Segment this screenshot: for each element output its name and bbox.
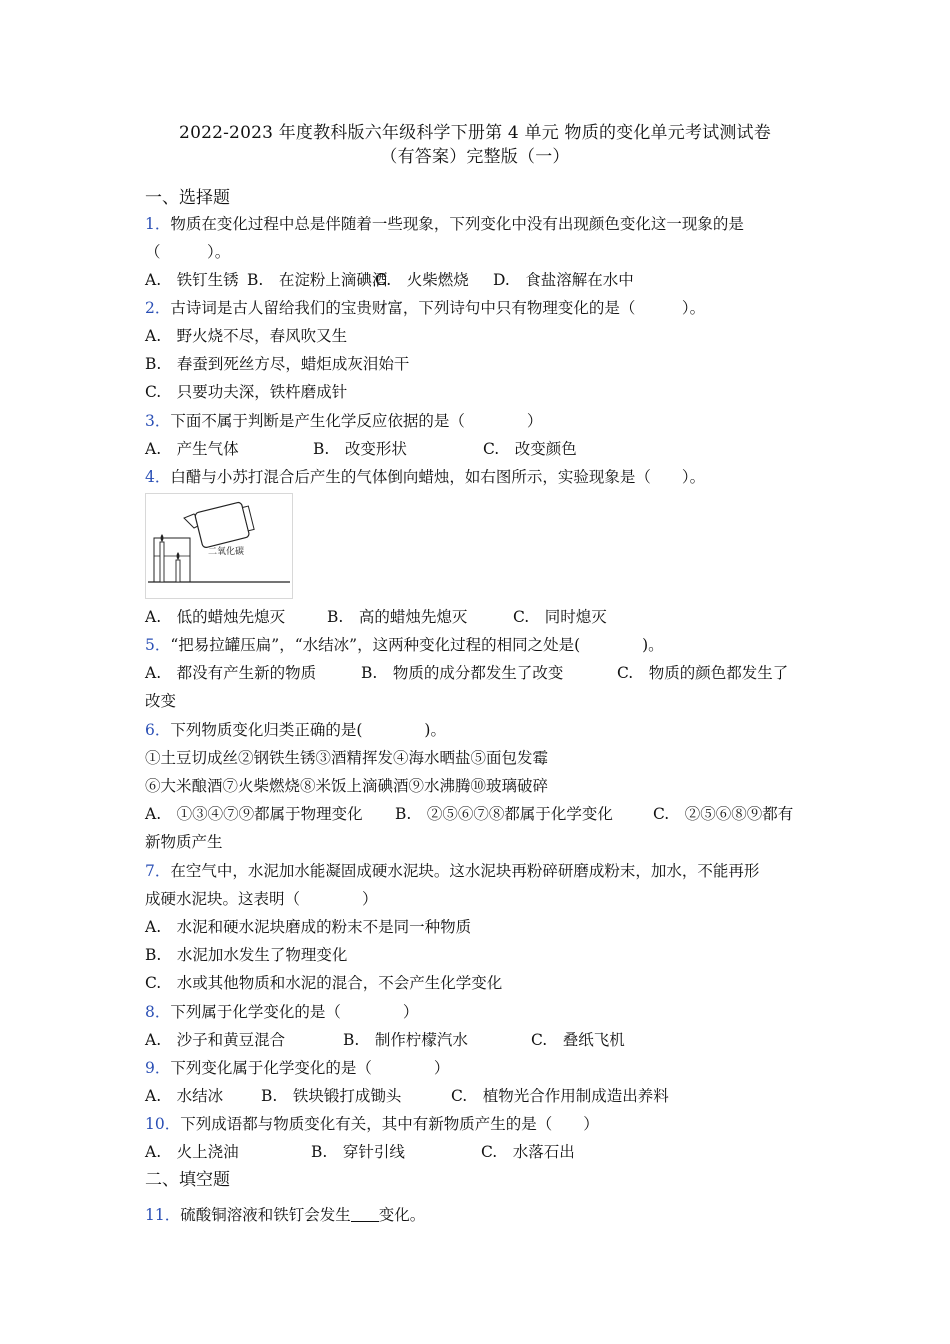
question-1	[145, 214, 744, 234]
question-text: 在空气中，水泥加水能凝固成硬水泥块。这水泥块再粉碎研磨成粉末，加水，不能再形	[170, 862, 760, 880]
option-c: C. 植物光合作用制成造出养料	[451, 1087, 669, 1105]
question-text: 下列物质变化归类正确的是( )。	[170, 721, 446, 739]
question-text: 下列属于化学变化的是（ ）	[170, 1003, 419, 1021]
option-b: B. 制作柠檬汽水	[343, 1031, 468, 1049]
question-8	[145, 1002, 418, 1022]
question-number: 6．	[145, 721, 171, 739]
question-11	[145, 1205, 425, 1225]
option-c: C. 改变颜色	[483, 440, 577, 458]
question-6	[145, 720, 446, 740]
option-b: B. 高的蜡烛先熄灭	[327, 608, 468, 626]
option-a: A. 水结冰	[145, 1087, 224, 1105]
question-number: 4．	[145, 468, 171, 486]
option-a: A. 产生气体	[145, 440, 239, 458]
option-c: C. 物质的颜色都发生了	[617, 664, 789, 682]
option-a: A. 都没有产生新的物质	[145, 664, 317, 682]
question-6-items-1: ①土豆切成丝②钢铁生锈③酒精挥发④海水晒盐⑤面包发霉	[145, 749, 549, 767]
question-number: 10．	[145, 1115, 181, 1133]
question-4	[145, 467, 705, 487]
question-number: 1．	[145, 215, 171, 233]
option-a: A. 低的蜡烛先熄灭	[145, 608, 286, 626]
question-number: 2．	[145, 299, 171, 317]
option-c: C. 水或其他物质和水泥的混合，不会产生化学变化	[145, 974, 503, 992]
question-10	[145, 1114, 599, 1134]
experiment-figure	[145, 493, 293, 599]
option-b: B. 穿针引线	[311, 1143, 405, 1161]
option-b: B. 春蚕到死丝方尽，蜡炬成灰泪始干	[145, 355, 410, 373]
question-number: 11．	[145, 1206, 181, 1224]
question-text-b: 变化。	[378, 1206, 426, 1224]
question-text: 下面不属于判断是产生化学反应依据的是（ ）	[170, 412, 543, 430]
option-c: C. 只要功夫深，铁杵磨成针	[145, 383, 348, 401]
option-b: B. ②⑤⑥⑦⑧都属于化学变化	[395, 805, 613, 823]
option-d: D. 食盐溶解在水中	[493, 271, 634, 289]
section-choice-heading: 一、选择题	[145, 188, 230, 208]
question-7	[145, 861, 759, 881]
question-6-cont: 新物质产生	[145, 833, 223, 851]
option-b: B. 水泥加水发生了物理变化	[145, 946, 348, 964]
option-a: A. 沙子和黄豆混合	[145, 1031, 286, 1049]
candle-co2-diagram	[146, 494, 292, 598]
option-c: C. 同时熄灭	[513, 608, 607, 626]
title-line-2: （有答案）完整版（一）	[380, 147, 570, 167]
option-c: C. ②⑤⑥⑧⑨都有	[653, 805, 794, 823]
question-number: 3．	[145, 412, 171, 430]
question-2	[145, 298, 705, 318]
option-b: B. 铁块锻打成锄头	[261, 1087, 402, 1105]
question-number: 5．	[145, 636, 171, 654]
option-a: A. 水泥和硬水泥块磨成的粉末不是同一种物质	[145, 918, 472, 936]
option-b: B. 在淀粉上滴碘酒	[247, 271, 388, 289]
title-line-1: 2022-2023 年度教科版六年级科学下册第 4 单元 物质的变化单元考试测试卷	[179, 123, 771, 143]
question-5	[145, 635, 664, 655]
section-fill-heading: 二、填空题	[145, 1170, 230, 1190]
option-a: A. 铁钉生锈	[145, 271, 239, 289]
question-9	[145, 1058, 449, 1078]
question-5-cont: 改变	[145, 692, 177, 710]
question-3	[145, 411, 542, 431]
option-a: A. 野火烧不尽，春风吹又生	[145, 327, 348, 345]
option-a: A. ①③④⑦⑨都属于物理变化	[145, 805, 363, 823]
question-text: “把易拉罐压扁”，“水结冰”，这两种变化过程的相同之处是( )。	[170, 636, 664, 654]
answer-blank[interactable]	[351, 1207, 379, 1222]
question-number: 9．	[145, 1059, 171, 1077]
figure-label: 二氧化碳	[208, 547, 245, 557]
question-text: 下列变化属于化学变化的是（ ）	[170, 1059, 450, 1077]
option-c: C. 火柴燃烧	[375, 271, 469, 289]
question-number: 8．	[145, 1003, 171, 1021]
option-a: A. 火上浇油	[145, 1143, 239, 1161]
option-b: B. 改变形状	[313, 440, 407, 458]
option-c: C. 叠纸飞机	[531, 1031, 625, 1049]
option-c: C. 水落石出	[481, 1143, 575, 1161]
question-1-cont: （ ）。	[145, 243, 231, 261]
question-number: 7．	[145, 862, 171, 880]
question-text-a: 硫酸铜溶液和铁钉会发生	[180, 1206, 351, 1224]
question-text: 白醋与小苏打混合后产生的气体倒向蜡烛，如右图所示，实验现象是（ ）。	[170, 468, 706, 486]
question-text: 下列成语都与物质变化有关，其中有新物质产生的是（ ）	[180, 1115, 599, 1133]
option-b: B. 物质的成分都发生了改变	[361, 664, 564, 682]
question-text: 古诗词是古人留给我们的宝贵财富，下列诗句中只有物理变化的是（ ）。	[170, 299, 706, 317]
question-text: 物质在变化过程中总是伴随着一些现象，下列变化中没有出现颜色变化这一现象的是	[170, 215, 744, 233]
question-6-items-2: ⑥大米酿酒⑦火柴燃烧⑧米饭上滴碘酒⑨水沸腾⑩玻璃破碎	[145, 777, 549, 795]
question-7-cont: 成硬水泥块。这表明（ ）	[145, 890, 378, 908]
